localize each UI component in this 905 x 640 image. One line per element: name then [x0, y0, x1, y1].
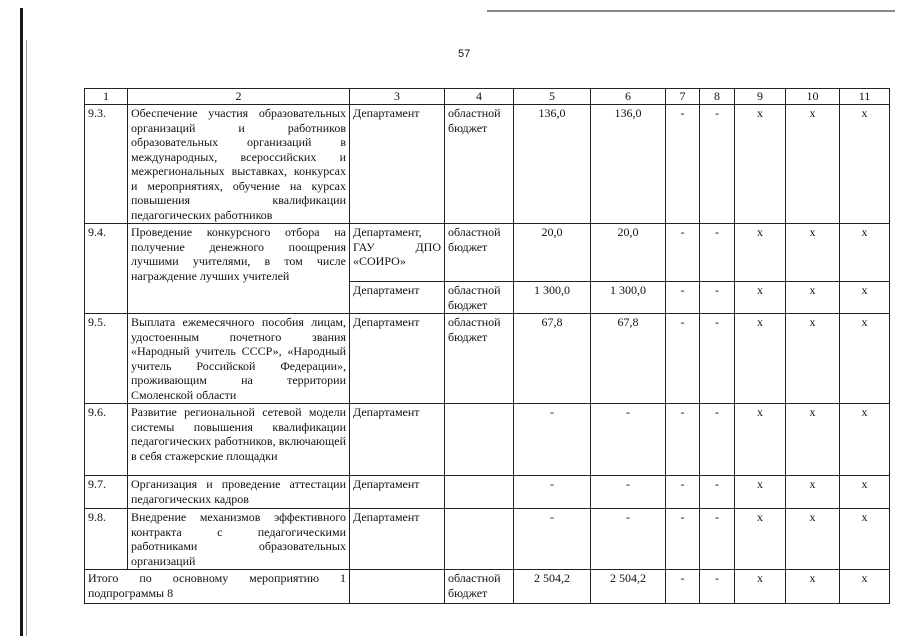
measure-name: Обеспечение участия образовательных организаций и работников образовательных организаций в международных, всероссийских и межрегиональных выставках, конкурсах и мероприятиях, обучение на курсах повышения квалификации педагогических работников [128, 105, 350, 224]
cell-col-9: х [735, 282, 786, 314]
cell-col-10: х [786, 224, 840, 282]
table-row [85, 314, 890, 404]
cell-col-11: х [840, 105, 890, 224]
table-row [85, 404, 890, 476]
row-number: 9.7. [85, 476, 128, 509]
amount-year-3: - [700, 224, 735, 282]
column-header: 8 [700, 89, 735, 105]
cell-col-11: х [840, 404, 890, 476]
executor: Департамент [350, 314, 445, 404]
amount-year-3: - [700, 282, 735, 314]
amount-year-3: - [700, 404, 735, 476]
amount-total: - [514, 509, 591, 570]
column-number-row [85, 89, 890, 105]
executor: Департамент [350, 476, 445, 509]
executor: Департамент [350, 105, 445, 224]
funding-source: областной бюджет [445, 314, 514, 404]
measure-name: Проведение конкурсного отбора на получение денежного поощрения лучшими учителями, в том числе награждение лучших учителей [128, 224, 350, 314]
amount-year-1: 136,0 [591, 105, 666, 224]
column-header: 2 [128, 89, 350, 105]
funding-source [445, 404, 514, 476]
amount-year-1: - [591, 476, 666, 509]
cell-col-11: х [840, 476, 890, 509]
amount-year-3: - [700, 314, 735, 404]
row-number: 9.8. [85, 509, 128, 570]
amount-year-2: - [666, 476, 700, 509]
amount-year-1: - [591, 404, 666, 476]
total-row [85, 570, 890, 604]
amount-year-2: - [666, 282, 700, 314]
amount-total: 1 300,0 [514, 282, 591, 314]
cell-col-11: х [840, 282, 890, 314]
row-number: 9.5. [85, 314, 128, 404]
cell-col-9: х [735, 509, 786, 570]
cell-col-10: х [786, 314, 840, 404]
cell-col-9: х [735, 105, 786, 224]
total-label: Итого по основному мероприятию 1 подпрограммы 8 [85, 570, 350, 604]
page-number: 57 [458, 48, 471, 60]
amount-year-3: - [700, 509, 735, 570]
amount-year-3: - [700, 476, 735, 509]
amount-year-2: - [666, 570, 700, 604]
funding-source: областной бюджет [445, 570, 514, 604]
column-header: 7 [666, 89, 700, 105]
amount-total: 2 504,2 [514, 570, 591, 604]
cell-col-9: х [735, 476, 786, 509]
amount-total: 136,0 [514, 105, 591, 224]
cell-col-10: х [786, 404, 840, 476]
measure-name: Внедрение механизмов эффективного контракта с педагогическими работниками образовательных организаций [128, 509, 350, 570]
amount-year-2: - [666, 105, 700, 224]
amount-year-1: 20,0 [591, 224, 666, 282]
table-row [85, 509, 890, 570]
cell-col-9: х [735, 314, 786, 404]
executor: Департамент [350, 509, 445, 570]
amount-year-3: - [700, 105, 735, 224]
cell-col-11: х [840, 570, 890, 604]
amount-year-1: 67,8 [591, 314, 666, 404]
cell-col-9: х [735, 224, 786, 282]
table-row [85, 105, 890, 224]
amount-total: - [514, 476, 591, 509]
cell-col-9: х [735, 570, 786, 604]
row-number: 9.3. [85, 105, 128, 224]
amount-year-3: - [700, 570, 735, 604]
cell-col-11: х [840, 224, 890, 282]
table-row [85, 224, 890, 282]
executor: Департамент [350, 404, 445, 476]
amount-total: 20,0 [514, 224, 591, 282]
amount-year-2: - [666, 509, 700, 570]
amount-year-2: - [666, 224, 700, 282]
amount-year-1: - [591, 509, 666, 570]
column-header: 9 [735, 89, 786, 105]
funding-source: областной бюджет [445, 282, 514, 314]
amount-year-2: - [666, 404, 700, 476]
cell-col-10: х [786, 509, 840, 570]
row-number: 9.6. [85, 404, 128, 476]
cell-col-11: х [840, 509, 890, 570]
funding-source: областной бюджет [445, 224, 514, 282]
executor: Департамент [350, 282, 445, 314]
amount-total: - [514, 404, 591, 476]
column-header: 4 [445, 89, 514, 105]
amount-year-1: 1 300,0 [591, 282, 666, 314]
column-header: 6 [591, 89, 666, 105]
scan-border-left [20, 8, 23, 636]
executor: Департамент, ГАУ ДПО «СОИРО» [350, 224, 445, 282]
budget-table [84, 88, 890, 604]
measure-name: Выплата ежемесячного пособия лицам, удостоенным почетного звания «Народный учитель СССР», «Народный учитель Российской Федерации», проживающим на территории Смоленской области [128, 314, 350, 404]
funding-source [445, 509, 514, 570]
column-header: 3 [350, 89, 445, 105]
column-header: 5 [514, 89, 591, 105]
table-row [85, 476, 890, 509]
amount-year-2: - [666, 314, 700, 404]
scan-border-top [487, 10, 895, 12]
cell-col-11: х [840, 314, 890, 404]
row-number: 9.4. [85, 224, 128, 314]
column-header: 1 [85, 89, 128, 105]
cell-col-10: х [786, 476, 840, 509]
measure-name: Развитие региональной сетевой модели системы повышения квалификации педагогических работников, включающей в себя стажерские площадки [128, 404, 350, 476]
funding-source: областной бюджет [445, 105, 514, 224]
column-header: 10 [786, 89, 840, 105]
amount-year-1: 2 504,2 [591, 570, 666, 604]
cell-col-10: х [786, 105, 840, 224]
measure-name: Организация и проведение аттестации педагогических кадров [128, 476, 350, 509]
cell-col-10: х [786, 282, 840, 314]
funding-source [445, 476, 514, 509]
cell-col-9: х [735, 404, 786, 476]
scan-border-left-inner [26, 40, 27, 636]
cell-col-10: х [786, 570, 840, 604]
amount-total: 67,8 [514, 314, 591, 404]
column-header: 11 [840, 89, 890, 105]
executor [350, 570, 445, 604]
